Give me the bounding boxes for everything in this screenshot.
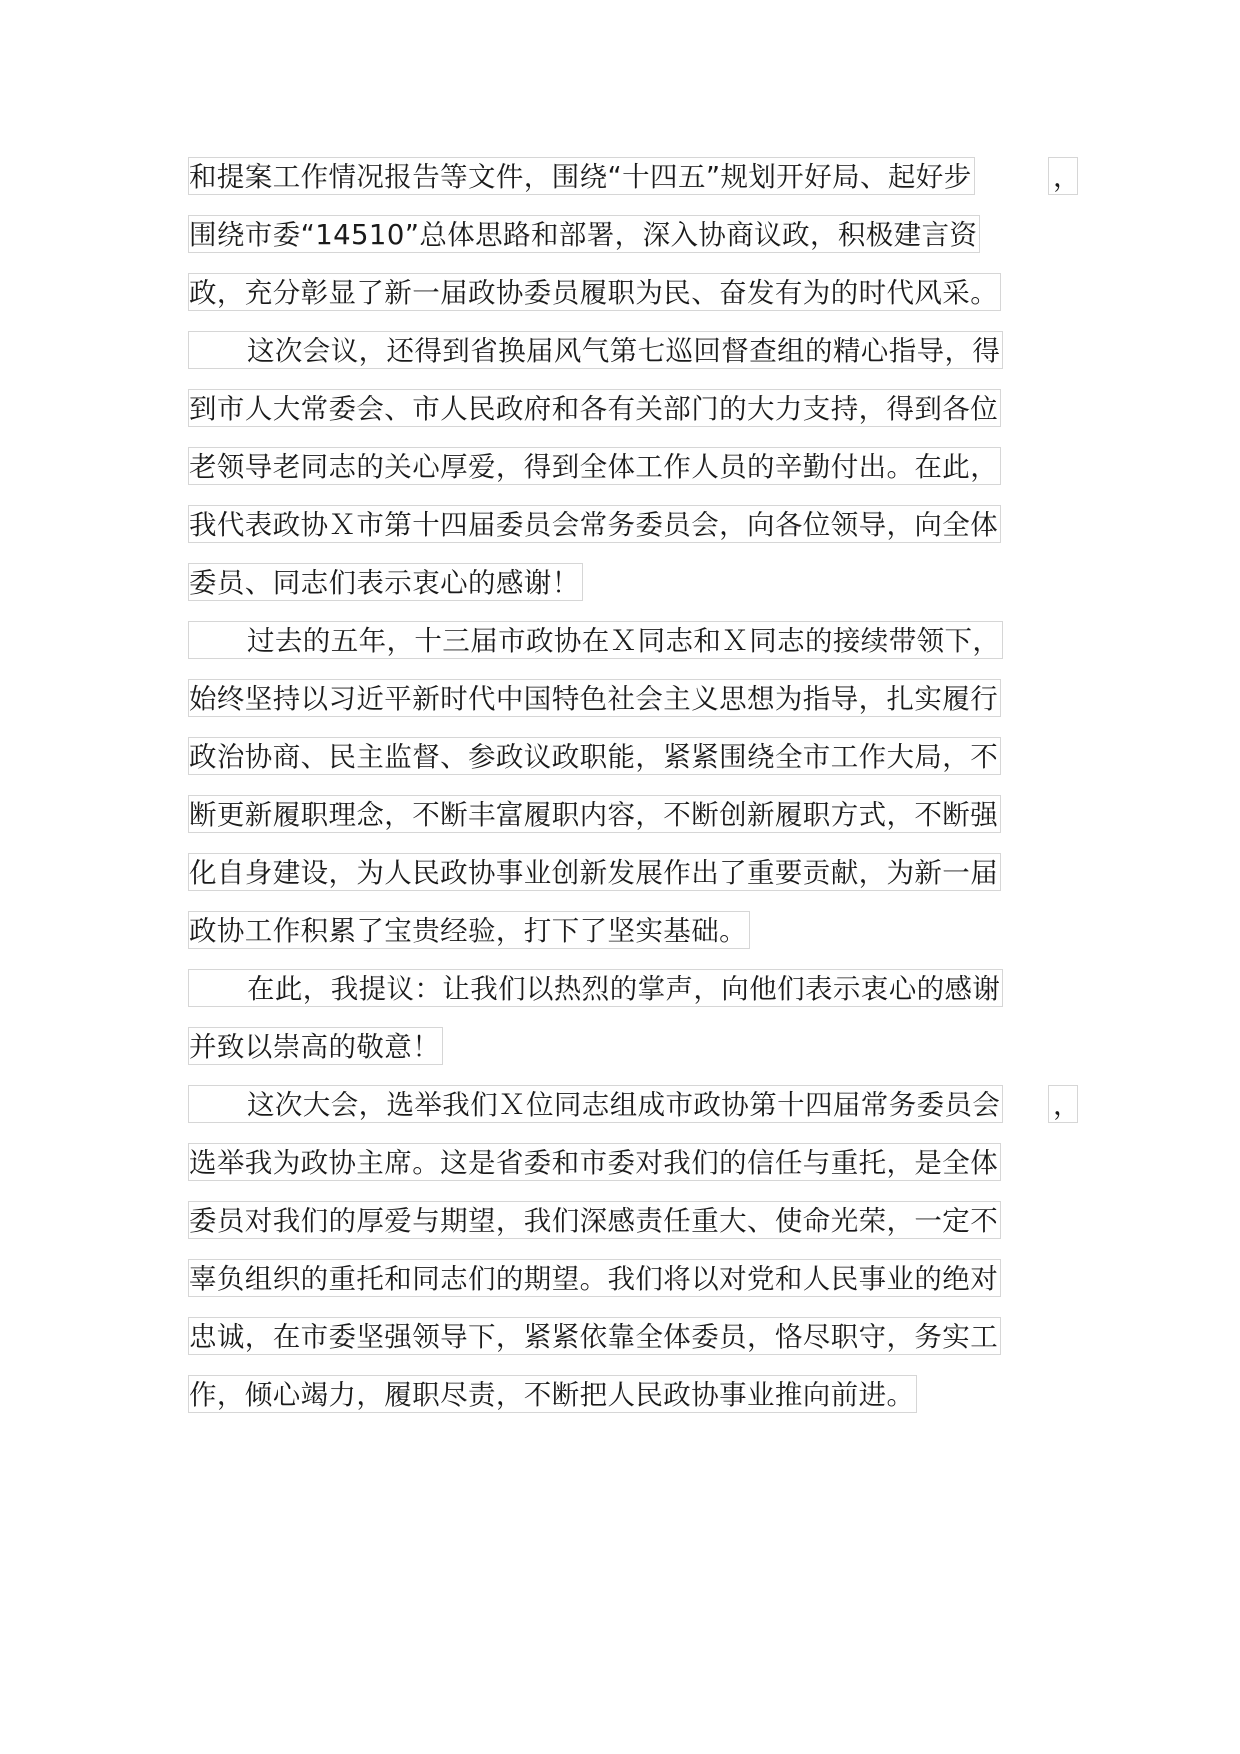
text-line: 我代表政协Ｘ市第十四届委员会常务委员会，向各位领导，向全体 [188, 505, 1001, 543]
text-line: 和提案工作情况报告等文件，围绕“十四五”规划开好局、起好步 [188, 157, 975, 195]
text-line: 断更新履职理念，不断丰富履职内容，不断创新履职方式，不断强 [188, 795, 1001, 833]
text-line: 化自身建设，为人民政协事业创新发展作出了重要贡献，为新一届 [188, 853, 1001, 891]
text-line: 并致以崇高的敬意！ [188, 1027, 443, 1065]
paragraph-first-line: 过去的五年，十三届市政协在Ｘ同志和Ｘ同志的接续带领下， [188, 621, 1003, 659]
overflow-punctuation: ， [1048, 157, 1078, 195]
text-line: 政治协商、民主监督、参政议政职能，紧紧围绕全市工作大局，不 [188, 737, 1001, 775]
text-line: 老领导老同志的关心厚爱，得到全体工作人员的辛勤付出。在此， [188, 447, 1001, 485]
paragraph-first-line: 这次会议，还得到省换届风气第七巡回督查组的精心指导，得 [188, 331, 1003, 369]
text-line: 作，倾心竭力，履职尽责，不断把人民政协事业推向前进。 [188, 1375, 917, 1413]
text-line: 委员、同志们表示衷心的感谢！ [188, 563, 583, 601]
text-line: 政，充分彰显了新一届政协委员履职为民、奋发有为的时代风采。 [188, 273, 1001, 311]
overflow-punctuation: ， [1048, 1085, 1078, 1123]
text-line: 围绕市委“14510”总体思路和部署，深入协商议政，积极建言资 [188, 215, 980, 253]
paragraph-first-line: 在此，我提议：让我们以热烈的掌声，向他们表示衷心的感谢 [188, 969, 1003, 1007]
text-line: 选举我为政协主席。这是省委和市委对我们的信任与重托，是全体 [188, 1143, 1001, 1181]
text-line: 始终坚持以习近平新时代中国特色社会主义思想为指导，扎实履行 [188, 679, 1001, 717]
text-line: 辜负组织的重托和同志们的期望。我们将以对党和人民事业的绝对 [188, 1259, 1001, 1297]
text-line: 到市人大常委会、市人民政府和各有关部门的大力支持，得到各位 [188, 389, 1001, 427]
text-line: 政协工作积累了宝贵经验，打下了坚实基础。 [188, 911, 750, 949]
text-line: 忠诚，在市委坚强领导下，紧紧依靠全体委员，恪尽职守，务实工 [188, 1317, 1001, 1355]
text-line: 委员对我们的厚爱与期望，我们深感责任重大、使命光荣，一定不 [188, 1201, 1001, 1239]
paragraph-first-line: 这次大会，选举我们Ｘ位同志组成市政协第十四届常务委员会 [188, 1085, 1003, 1123]
